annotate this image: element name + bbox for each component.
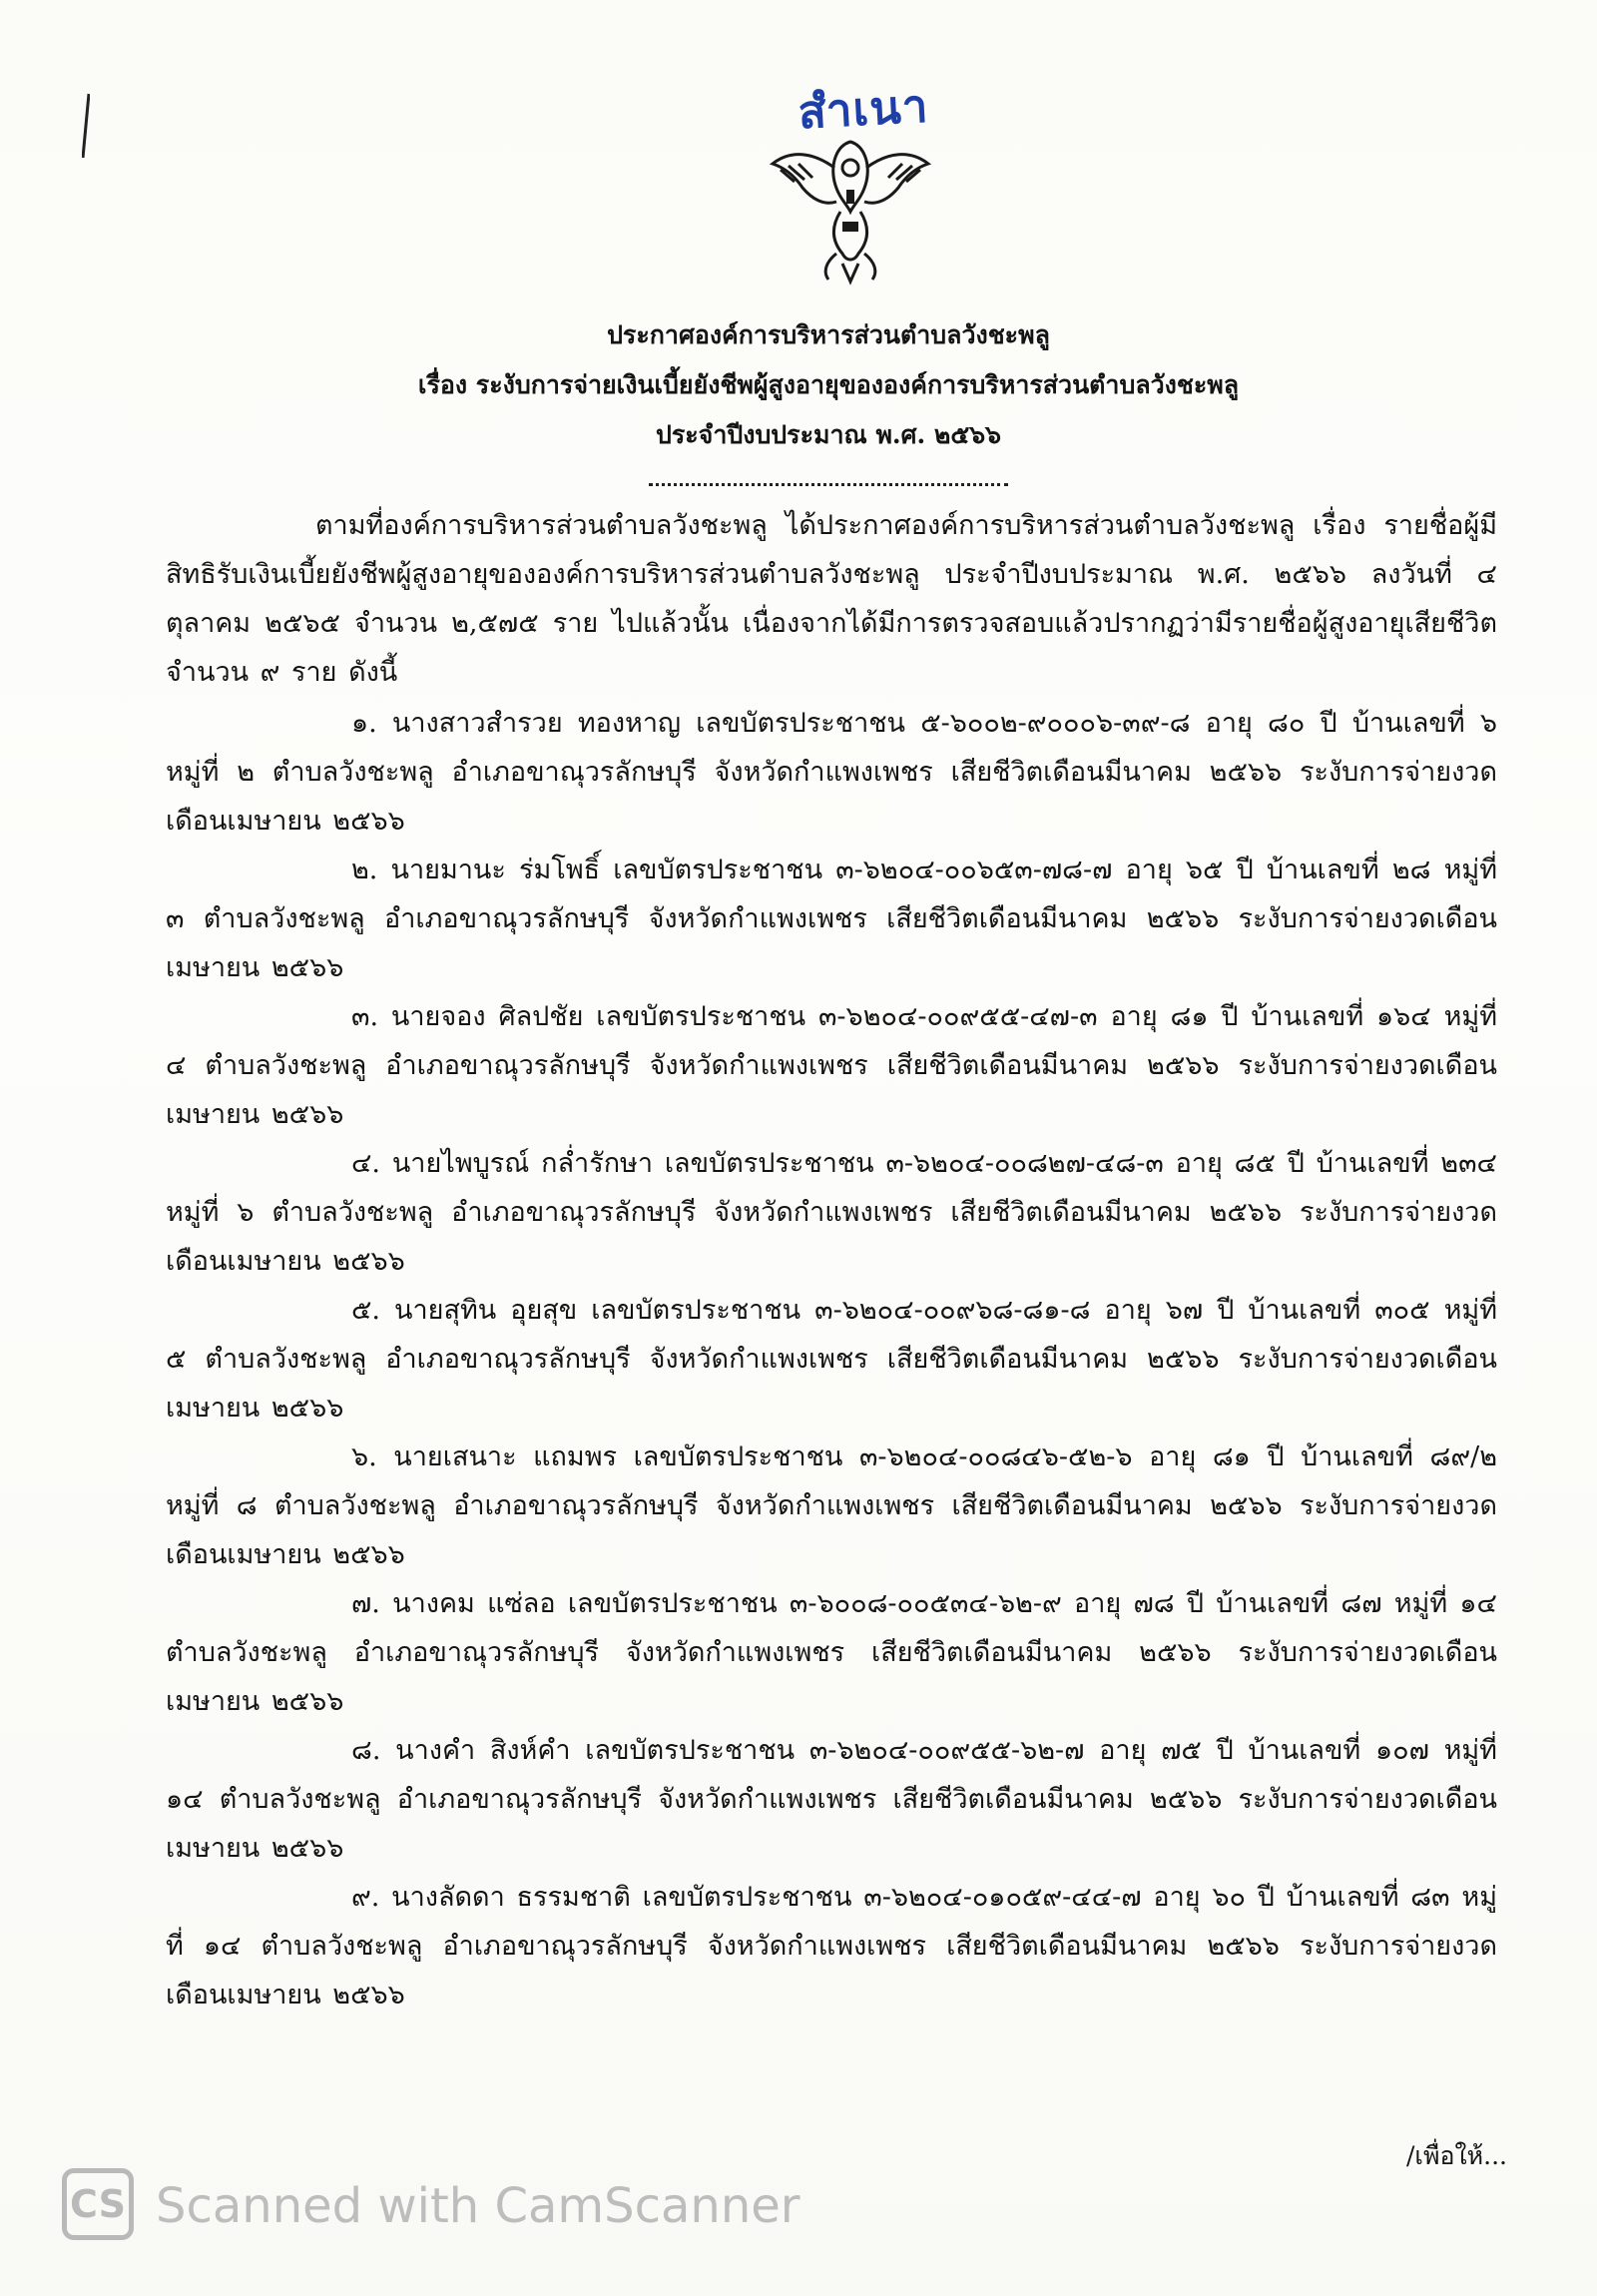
deceased-list xyxy=(166,699,1497,2019)
fiscal-year-line: ประจำปีงบประมาณ พ.ศ. ๒๕๖๖ xyxy=(655,420,1002,449)
list-item: ๔. นายไพบูรณ์ กล่ำรักษา เลขบัตรประชาชน ๓-๖๒๐๔-๐๐๘๒๗-๔๘-๓ อายุ ๘๕ ปี บ้านเลขที่ ๒๓๔ หมู่ที่ ๖ ตำบลวังชะพลู อำเภอขาณุวรลักษบุรี จังหวัดกำแพงเพชร เสียชีวิตเดือนมีนาคม ๒๕๖๖ ระงับการจ่ายงวดเดือนเมษายน ๒๕๖๖ xyxy=(166,1148,1497,1277)
list-item: ๖. นายเสนาะ แถมพร เลขบัตรประชาชน ๓-๖๒๐๔-๐๐๘๔๖-๕๒-๖ อายุ ๘๑ ปี บ้านเลขที่ ๘๙/๒ หมู่ที่ ๘ ตำบลวังชะพลู อำเภอขาณุวรลักษบุรี จังหวัดกำแพงเพชร เสียชีวิตเดือนมีนาคม ๒๕๖๖ ระงับการจ่ายงวดเดือนเมษายน ๒๕๖๖ xyxy=(166,1441,1497,1570)
dotted-divider xyxy=(649,483,1008,486)
list-item: ๙. นางลัดดา ธรรมชาติ เลขบัตรประชาชน ๓-๖๒๐๔-๐๑๐๕๙-๔๔-๗ อายุ ๖๐ ปี บ้านเลขที่ ๘๓ หมู่ที่ ๑๔ ตำบลวังชะพลู อำเภอขาณุวรลักษบุรี จังหวัดกำแพงเพชร เสียชีวิตเดือนมีนาคม ๒๕๖๖ ระงับการจ่ายงวดเดือนเมษายน ๒๕๖๖ xyxy=(166,1882,1497,2010)
list-item: ๓. นายจอง ศิลปชัย เลขบัตรประชาชน ๓-๖๒๐๔-๐๐๙๕๕-๔๗-๓ อายุ ๘๑ ปี บ้านเลขที่ ๑๖๔ หมู่ที่ ๔ ตำบลวังชะพลู อำเภอขาณุวรลักษบุรี จังหวัดกำแพงเพชร เสียชีวิตเดือนมีนาคม ๒๕๖๖ ระงับการจ่ายงวดเดือนเมษายน ๒๕๖๖ xyxy=(166,1001,1497,1130)
list-item: ๒. นายมานะ ร่มโพธิ์ เลขบัตรประชาชน ๓-๖๒๐๔-๐๐๖๕๓-๗๘-๗ อายุ ๖๕ ปี บ้านเลขที่ ๒๘ หมู่ที่ ๓ ตำบลวังชะพลู อำเภอขาณุวรลักษบุรี จังหวัดกำแพงเพชร เสียชีวิตเดือนมีนาคม ๒๕๖๖ ระงับการจ่ายงวดเดือนเมษายน ๒๕๖๖ xyxy=(166,855,1497,983)
camscanner-logo-icon: CS xyxy=(62,2168,134,2240)
intro-section xyxy=(166,501,1497,697)
list-item: ๕. นายสุทิน อุยสุข เลขบัตรประชาชน ๓-๖๒๐๔-๐๐๙๖๘-๘๑-๘ อายุ ๖๗ ปี บ้านเลขที่ ๓๐๕ หมู่ที่ ๕ ตำบลวังชะพลู อำเภอขาณุวรลักษบุรี จังหวัดกำแพงเพชร เสียชีวิตเดือนมีนาคม ๒๕๖๖ ระงับการจ่ายงวดเดือนเมษายน ๒๕๖๖ xyxy=(166,1295,1497,1424)
announcement-subject: เรื่อง ระงับการจ่ายเงินเบี้ยยังชีพผู้สูงอายุขององค์การบริหารส่วนตำบลวังชะพลู xyxy=(417,370,1240,399)
continuation-note: /เพื่อให้... xyxy=(1406,2141,1507,2170)
camscanner-watermark: Scanned with CamScanner xyxy=(156,2178,800,2234)
announcement-title: ประกาศองค์การบริหารส่วนตำบลวังชะพลู xyxy=(607,320,1050,349)
list-item: ๑. นางสาวสำรวย ทองหาญ เลขบัตรประชาชน ๕-๖๐๐๒-๙๐๐๐๖-๓๙-๘ อายุ ๘๐ ปี บ้านเลขที่ ๖ หมู่ที่ ๒ ตำบลวังชะพลู อำเภอขาณุวรลักษบุรี จังหวัดกำแพงเพชร เสียชีวิตเดือนมีนาคม ๒๕๖๖ ระงับการจ่ายงวดเดือนเมษายน ๒๕๖๖ xyxy=(166,708,1497,837)
copy-stamp: สำเนา xyxy=(797,78,930,140)
pen-mark xyxy=(82,92,90,160)
list-item: ๘. นางคำ สิงห์คำ เลขบัตรประชาชน ๓-๖๒๐๔-๐๐๙๕๕-๖๒-๗ อายุ ๗๕ ปี บ้านเลขที่ ๑๐๗ หมู่ที่ ๑๔ ตำบลวังชะพลู อำเภอขาณุวรลักษบุรี จังหวัดกำแพงเพชร เสียชีวิตเดือนมีนาคม ๒๕๖๖ ระงับการจ่ายงวดเดือนเมษายน ๒๕๖๖ xyxy=(166,1735,1497,1864)
intro-paragraph: ตามที่องค์การบริหารส่วนตำบลวังชะพลู ได้ประกาศองค์การบริหารส่วนตำบลวังชะพลู เรื่อง รายชื่อผู้มีสิทธิรับเงินเบี้ยยังชีพผู้สูงอายุขององค์การบริหารส่วนตำบลวังชะพลู ประจำปีงบประมาณ พ.ศ. ๒๕๖๖ ลงวันที่ ๔ ตุลาคม ๒๕๖๕ จำนวน ๒,๕๗๕ ราย ไปแล้วนั้น เนื่องจากได้มีการตรวจสอบแล้วปรากฏว่ามีรายชื่อผู้สูงอายุเสียชีวิต จำนวน ๙ ราย ดังนี้ xyxy=(166,510,1497,688)
list-item: ๗. นางคม แซ่ลอ เลขบัตรประชาชน ๓-๖๐๐๘-๐๐๕๓๔-๖๒-๙ อายุ ๗๘ ปี บ้านเลขที่ ๘๗ หมู่ที่ ๑๔ ตำบลวังชะพลู อำเภอขาณุวรลักษบุรี จังหวัดกำแพงเพชร เสียชีวิตเดือนมีนาคม ๒๕๖๖ ระงับการจ่ายงวดเดือนเมษายน ๒๕๖๖ xyxy=(166,1588,1497,1717)
